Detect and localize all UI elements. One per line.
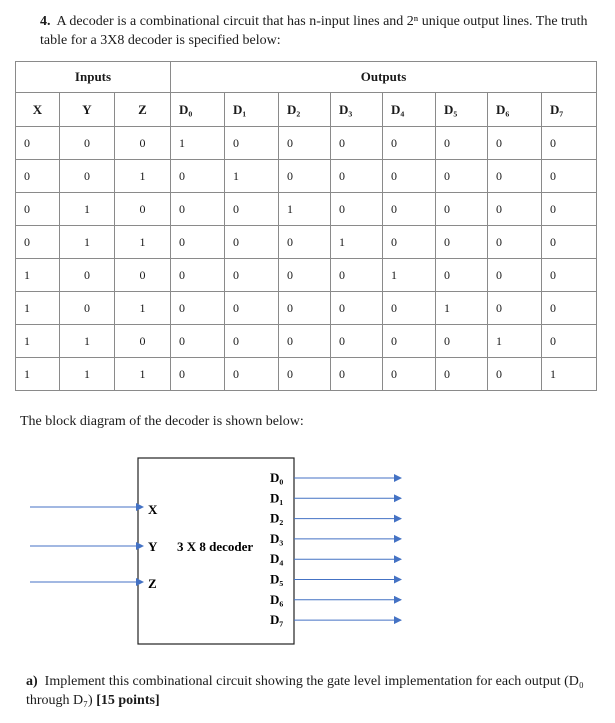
table-cell: 0 (279, 358, 331, 391)
output-label: D₃ (270, 530, 284, 546)
table-cell: 1 (171, 127, 225, 160)
table-cell: 1 (60, 358, 115, 391)
part-a-label: a) (26, 674, 38, 689)
output-label: D₇ (270, 612, 284, 628)
column-header: D₅ (436, 93, 488, 127)
question-number: 4. (40, 14, 51, 29)
column-header: D₄ (383, 93, 436, 127)
table-cell: 0 (383, 292, 436, 325)
table-cell: 0 (279, 160, 331, 193)
output-label: D₆ (270, 591, 284, 607)
table-cell: 1 (16, 358, 60, 391)
part-a-points: [15 points] (96, 693, 160, 708)
table-cell: 0 (542, 127, 597, 160)
table-cell: 0 (331, 259, 383, 292)
table-cell: 0 (171, 226, 225, 259)
table-cell: 1 (225, 160, 279, 193)
table-cell: 0 (383, 358, 436, 391)
table-cell: 0 (542, 292, 597, 325)
table-cell: 0 (436, 226, 488, 259)
table-cell: 1 (16, 259, 60, 292)
table-cell: 0 (383, 160, 436, 193)
table-cell: 0 (171, 292, 225, 325)
table-cell: 0 (225, 292, 279, 325)
table-cell: 0 (488, 160, 542, 193)
table-cell: 0 (488, 193, 542, 226)
table-cell: 0 (60, 292, 115, 325)
table-cell: 0 (436, 259, 488, 292)
table-cell: 0 (331, 193, 383, 226)
table-cell: 1 (279, 193, 331, 226)
output-label: D₄ (270, 551, 284, 567)
table-cell: 0 (436, 127, 488, 160)
table-cell: 0 (383, 127, 436, 160)
part-a-text: Implement this combinational circuit showing the gate level implementation for each output (D₀ through D₇) (26, 674, 584, 708)
table-cell: 0 (279, 292, 331, 325)
table-cell: 0 (16, 127, 60, 160)
table-cell: 0 (436, 160, 488, 193)
output-label: D₀ (270, 470, 284, 485)
input-label: Z (148, 576, 157, 591)
table-cell: 0 (488, 127, 542, 160)
table-cell: 1 (488, 325, 542, 358)
column-header: D₃ (331, 93, 383, 127)
diagram-caption: The block diagram of the decoder is shown below: (20, 414, 304, 429)
table-cell: 0 (60, 160, 115, 193)
table-cell: 0 (542, 226, 597, 259)
table-cell: 0 (488, 358, 542, 391)
table-cell: 0 (171, 259, 225, 292)
table-cell: 0 (115, 259, 171, 292)
table-cell: 0 (115, 193, 171, 226)
table-cell: 1 (115, 160, 171, 193)
column-header: D₁ (225, 93, 279, 127)
table-cell: 0 (436, 358, 488, 391)
table-cell: 0 (16, 160, 60, 193)
table-cell: 0 (225, 193, 279, 226)
column-header: D₇ (542, 93, 597, 127)
column-header: Y (60, 93, 115, 127)
table-cell: 1 (60, 226, 115, 259)
table-cell: 0 (542, 193, 597, 226)
table-cell: 1 (542, 358, 597, 391)
table-cell: 1 (60, 325, 115, 358)
output-label: D₂ (270, 510, 284, 526)
table-cell: 0 (331, 325, 383, 358)
table-cell: 0 (279, 226, 331, 259)
table-cell: 0 (383, 226, 436, 259)
table-cell: 0 (331, 292, 383, 325)
table-cell: 0 (436, 325, 488, 358)
input-label: Y (148, 539, 158, 554)
table-cell: 0 (115, 325, 171, 358)
table-cell: 0 (225, 325, 279, 358)
table-cell: 0 (542, 325, 597, 358)
table-cell: 0 (225, 127, 279, 160)
table-cell: 0 (331, 127, 383, 160)
table-cell: 0 (225, 358, 279, 391)
table-cell: 1 (60, 193, 115, 226)
table-cell: 0 (331, 160, 383, 193)
table-cell: 0 (171, 193, 225, 226)
table-cell: 0 (16, 193, 60, 226)
table-cell: 0 (171, 325, 225, 358)
table-cell: 1 (436, 292, 488, 325)
table-cell: 0 (225, 226, 279, 259)
table-cell: 0 (488, 259, 542, 292)
column-header: Z (115, 93, 171, 127)
table-cell: 1 (115, 226, 171, 259)
table-cell: 0 (60, 259, 115, 292)
table-cell: 0 (488, 226, 542, 259)
table-cell: 1 (383, 259, 436, 292)
table-cell: 0 (171, 160, 225, 193)
table-cell: 1 (16, 325, 60, 358)
table-cell: 0 (436, 193, 488, 226)
column-header: D₂ (279, 93, 331, 127)
table-cell: 0 (279, 259, 331, 292)
table-cell: 0 (542, 160, 597, 193)
table-cell: 1 (115, 358, 171, 391)
table-cell: 0 (225, 259, 279, 292)
table-cell: 0 (279, 127, 331, 160)
table-cell: 0 (488, 292, 542, 325)
table-cell: 0 (171, 358, 225, 391)
column-header: D₆ (488, 93, 542, 127)
table-cell: 0 (60, 127, 115, 160)
input-label: X (148, 502, 158, 517)
outputs-header: Outputs (171, 62, 597, 93)
decoder-label: 3 X 8 decoder (177, 539, 254, 554)
output-label: D₅ (270, 571, 284, 587)
table-cell: 1 (331, 226, 383, 259)
part-a (26, 672, 606, 710)
table-cell: 1 (115, 292, 171, 325)
question-body: A decoder is a combinational circuit that has n-input lines and 2ⁿ unique output lines. The truth table for a 3X8 decoder is specified below: (40, 14, 588, 48)
table-cell: 0 (331, 358, 383, 391)
output-label: D₁ (270, 490, 284, 506)
column-header: D₀ (171, 93, 225, 127)
table-cell: 0 (16, 226, 60, 259)
table-cell: 1 (16, 292, 60, 325)
column-header: X (16, 93, 60, 127)
table-cell: 0 (383, 193, 436, 226)
table-cell: 0 (279, 325, 331, 358)
table-cell: 0 (542, 259, 597, 292)
table-cell: 0 (115, 127, 171, 160)
inputs-header: Inputs (16, 62, 171, 93)
table-cell: 0 (383, 325, 436, 358)
